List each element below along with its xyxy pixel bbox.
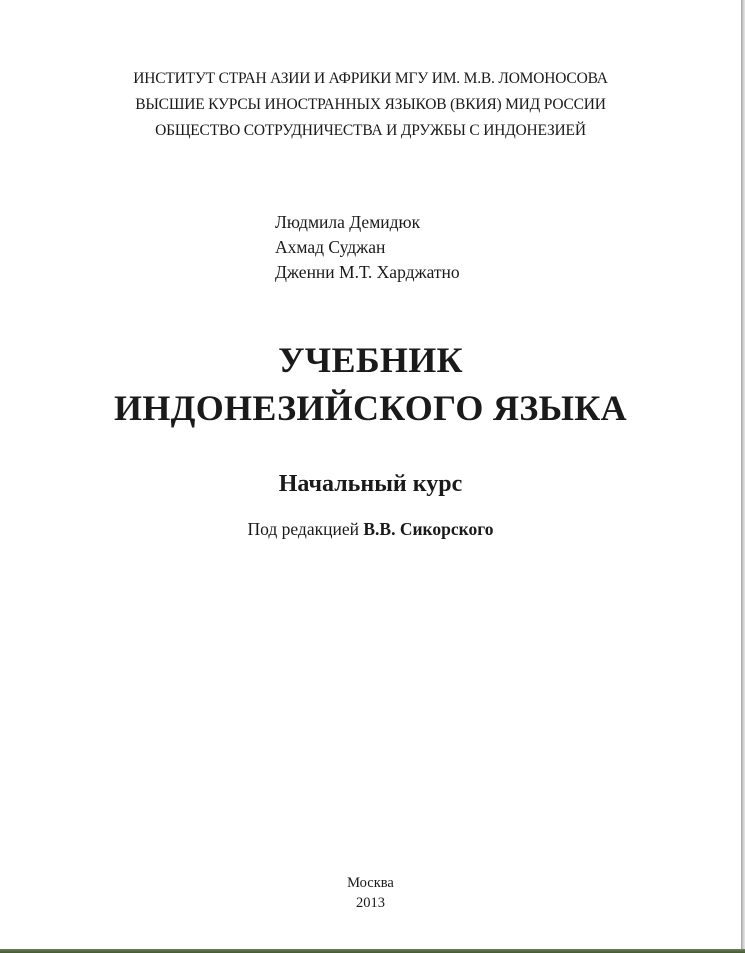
book-subtitle: Начальный курс (278, 471, 463, 497)
author-name: Людмила Демидюк (275, 212, 421, 232)
institution-line: ОБЩЕСТВО СОТРУДНИЧЕСТВА И ДРУЖБЫ С ИНДОНЕЗИЕЙ (155, 122, 586, 139)
institutions-block (0, 66, 741, 144)
imprint-block (0, 873, 741, 913)
author-name: Дженни М.Т. Харджатно (275, 262, 460, 282)
book-title-line-2: ИНДОНЕЗИЙСКОГО ЯЗЫКА (114, 388, 627, 428)
book-title-line-1: УЧЕБНИК (278, 340, 463, 380)
page-edge-bottom (0, 949, 745, 953)
editor-line (0, 516, 741, 542)
imprint-year: 2013 (356, 895, 385, 911)
institution-line: ИНСТИТУТ СТРАН АЗИИ И АФРИКИ МГУ ИМ. М.В. ЛОМОНОСОВА (133, 70, 608, 87)
author-name: Ахмад Суджан (275, 237, 386, 257)
editor-prefix: Под редакцией (247, 519, 364, 539)
book-title (0, 336, 741, 432)
page-edge-right (741, 0, 745, 953)
authors-block (275, 210, 460, 285)
institution-line: ВЫСШИЕ КУРСЫ ИНОСТРАННЫХ ЯЗЫКОВ (ВКИЯ) МИД РОССИИ (135, 96, 606, 113)
editor-name: В.В. Сикорского (363, 519, 494, 539)
imprint-city: Москва (347, 875, 394, 891)
